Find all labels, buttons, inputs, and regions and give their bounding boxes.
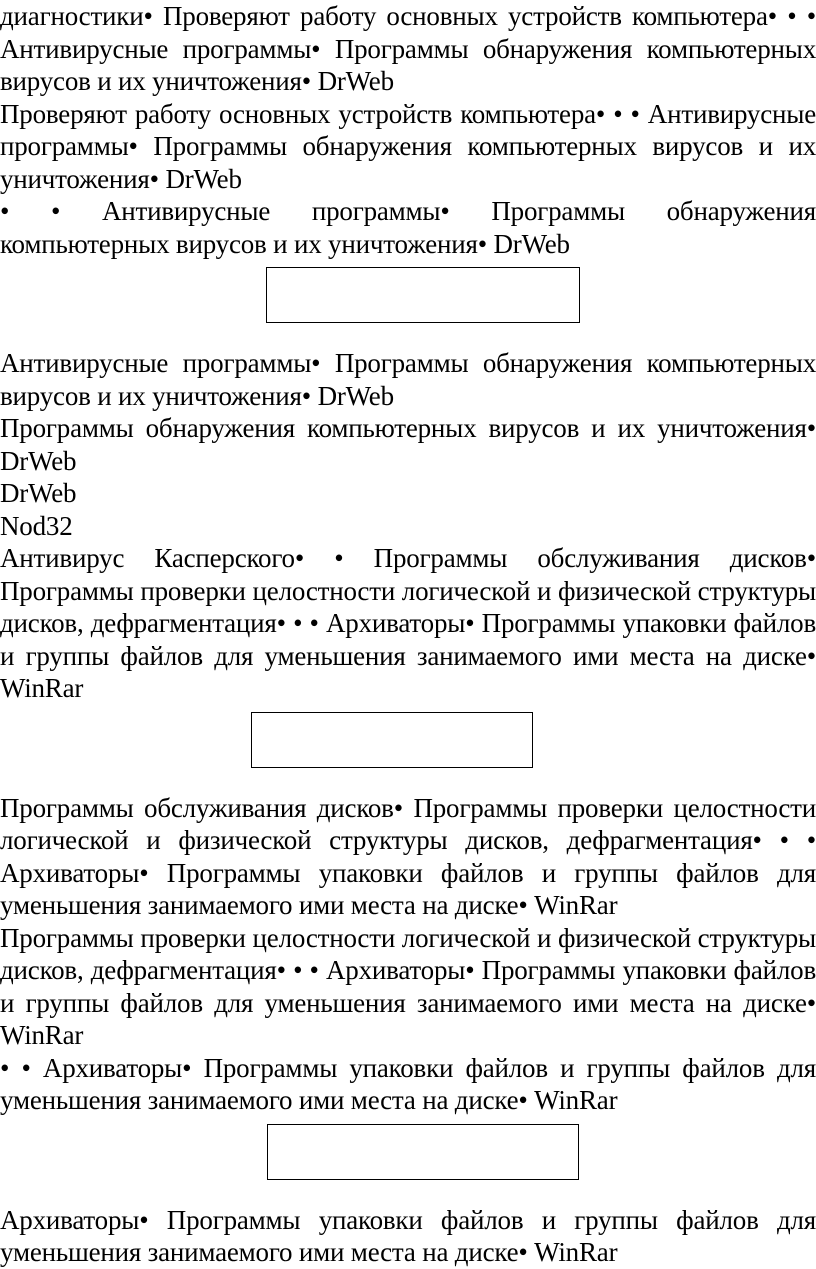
paragraph-12: Архиваторы• Программы упаковки файлов и группы файлов для уменьшения занимаемого ими места на диске• WinRar (0, 1204, 816, 1267)
paragraph-8: Антивирус Касперского• • Программы обслуживания дисков• Программы проверки целостности логической и физической структуры дисков, дефрагментация• • • Архиваторы• Программы упаковки файлов и группы файлов для уменьшения занимаемого ими места на диске• WinRar (0, 543, 816, 703)
paragraph-2: Проверяют работу основных устройств компьютера• • • Антивирусные программы• Программы обнаружения компьютерных вирусов и их уничтожения• DrWeb (0, 98, 816, 194)
empty-frame-3 (267, 1124, 579, 1180)
paragraph-4: Антивирусные программы• Программы обнаружения компьютерных вирусов и их уничтожения• DrWeb (0, 348, 816, 411)
paragraph-11: • • Архиваторы• Программы упаковки файлов и группы файлов для уменьшения занимаемого ими места на диске• WinRar (0, 1052, 816, 1115)
paragraph-1: диагностики• Проверяют работу основных устройств компьютера• • • Антивирусные программы• Программы обнаружения компьютерных вирусов и их уничтожения• DrWeb (0, 1, 816, 96)
paragraph-6: DrWeb (0, 478, 77, 508)
paragraph-5: Программы обнаружения компьютерных вирусов и их уничтожения• DrWeb (0, 413, 816, 476)
paragraph-9: Программы обслуживания дисков• Программы проверки целостности логической и физической структуры дисков, дефрагментация• • • Архиваторы• Программы упаковки файлов и группы файлов для уменьшения занимаемого ими места на диске• WinRar (0, 792, 816, 920)
paragraph-10: Программы проверки целостности логической и физической структуры дисков, дефрагментация• • • Архиваторы• Программы упаковки файлов и группы файлов для уменьшения занимаемого ими места на диске• WinRar (0, 922, 816, 1050)
empty-frame-1 (266, 267, 580, 323)
paragraph-7: Nod32 (0, 510, 73, 541)
empty-frame-2 (251, 712, 533, 768)
paragraph-3: • • Антивирусные программы• Программы обнаружения компьютерных вирусов и их уничтожения• DrWeb (0, 196, 816, 259)
